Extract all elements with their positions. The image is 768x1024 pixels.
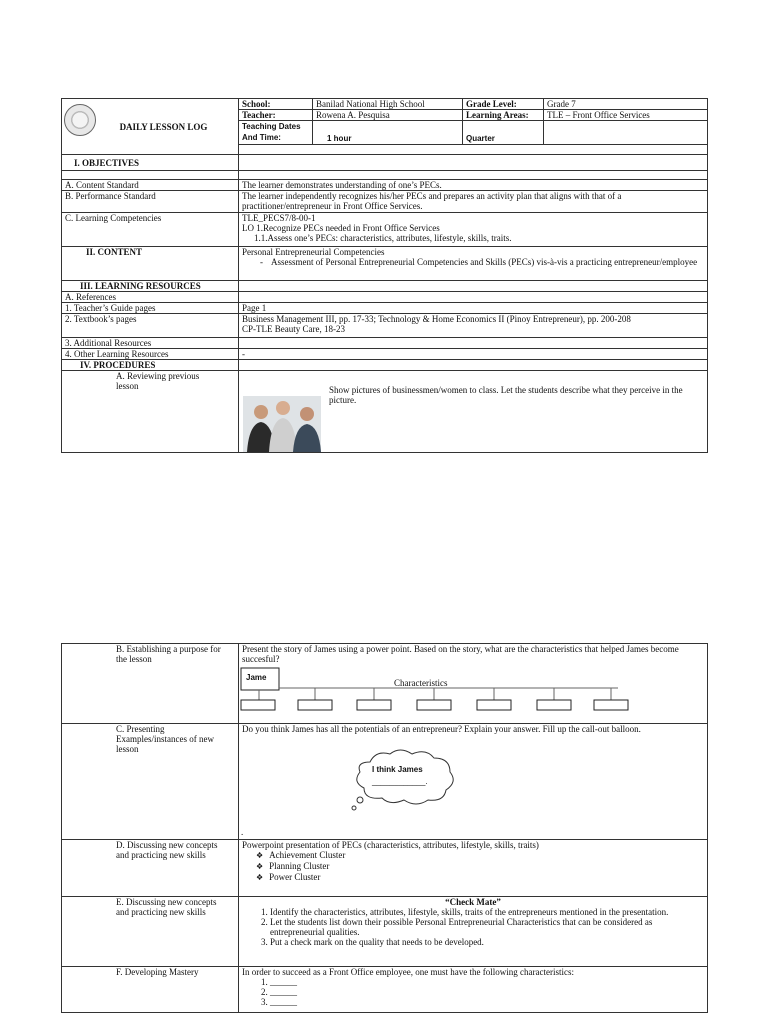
procedure-d-text: Powerpoint presentation of PECs (characteristics, attributes, lifestyle, skills, traits) [242,840,539,850]
textbook-value-2: CP-TLE Beauty Care, 18-23 [242,324,345,334]
procedures-heading: IV. PROCEDURES [62,360,239,371]
log-title: DAILY LESSON LOG [62,99,239,155]
procedure-b-text: Present the story of James using a power point. Based on the story, what are the characteristics that helped James become succesful? [239,644,708,724]
characteristics-chart [238,666,638,714]
balloon-text-1: I think James [372,765,423,774]
other-resources-label: 4. Other Learning Resources [62,349,239,360]
jame-box-label: Jame [246,673,267,682]
procedure-e-label: E. Discussing new concepts and practicing new skills [62,897,239,967]
procedure-c-text: Do you think James has all the potentials of an entrepreneur? Explain your answer. Fill up the call-out balloon. [242,724,641,734]
school-value: Banilad National High School [313,99,463,110]
procedure-d-label: D. Discussing new concepts and practicing new skills [62,840,239,897]
procedure-f-label: F. Developing Mastery [62,967,239,1013]
competencies-label: C. Learning Competencies [62,213,239,247]
lesson-log-table-page1 [61,98,708,453]
procedure-f-text: In order to succeed as a Front Office employee, one must have the following characteristics: [242,967,574,977]
objectives-heading: I. OBJECTIVES [62,155,239,171]
check-mate-item: 3. Put a check mark on the quality that needs to be developed. [270,937,704,947]
procedure-a-text: Show pictures of businessmen/women to class. Let the students describe what they perceive in the picture. [239,371,708,453]
teachers-guide-label: 1. Teacher’s Guide pages [62,303,239,314]
procedure-a-label: A. Reviewing previous lesson [62,371,239,453]
cluster-item: ❖ Achievement Cluster [270,850,704,861]
mastery-blank: 1. ______ [270,977,704,987]
other-resources-value: - [239,349,708,360]
balloon-text-2: ____________. [372,777,428,786]
areas-value: TLE – Front Office Services [544,110,708,121]
dates-label: Teaching Dates [242,122,301,131]
content-standard-label: A. Content Standard [62,180,239,191]
areas-label: Learning Areas: [463,110,544,121]
textbook-value-1: Business Management III, pp. 17-33; Technology & Home Economics II (Pinoy Entrepreneur), pp. 200-208 [242,314,631,324]
content-heading: II. CONTENT [62,247,239,281]
procedure-c-label: C. Presenting Examples/instances of new lesson [62,724,239,840]
additional-resources-label: 3. Additional Resources [62,338,239,349]
competency-code: TLE_PECS7/8-00-1 [242,213,316,223]
content-line: Personal Entrepreneurial Competencies [242,247,385,257]
mastery-blank: 3. ______ [270,997,704,1007]
check-mate-item: 2. Let the students list down their possible Personal Entrepreneurial Characteristics that can be considered as entrepreneurial qualities. [270,917,704,937]
quarter-label: Quarter [463,121,544,145]
cluster-item: ❖ Power Cluster [270,872,704,883]
grade-value: Grade 7 [544,99,708,110]
procedure-c-dot: . [241,827,244,837]
characteristics-label: Characteristics [394,678,448,688]
content-bullet: - Assessment of Personal Entrepreneurial Competencies and Skills (PECs) vis-à-vis a practicing entrepreneur/employee [274,257,704,267]
grade-label: Grade Level: [463,99,544,110]
time-value: 1 hour [313,121,463,145]
teachers-guide-value: Page 1 [239,303,708,314]
businesspeople-photo [243,396,321,452]
performance-standard-value: The learner independently recognizes his/her PECs and prepares an activity plan that aligns with that of a practitioner/entrepreneur in Front Office Services. [239,191,708,213]
time-label: And Time: [242,133,281,142]
cluster-item: ❖ Planning Cluster [270,861,704,872]
competency-lo: LO 1.Recognize PECs needed in Front Office Services [242,223,440,233]
performance-standard-label: B. Performance Standard [62,191,239,213]
teacher-label: Teacher: [239,110,313,121]
procedure-b-label: B. Establishing a purpose for the lesson [62,644,239,724]
mastery-blank: 2. ______ [270,987,704,997]
teacher-value: Rowena A. Pesquisa [313,110,463,121]
competency-sub: 1.1.Assess one’s PECs: characteristics, attributes, lifestyle, skills, traits. [254,233,512,243]
resources-heading: III. LEARNING RESOURCES [62,281,239,292]
check-mate-item: 1. Identify the characteristics, attributes, lifestyle, skills, traits of the entrepreneurs mentioned in the presentation. [270,907,704,917]
school-label: School: [239,99,313,110]
references-label: A. References [62,292,239,303]
content-standard-value: The learner demonstrates understanding of one’s PECs. [239,180,708,191]
textbook-label: 2. Textbook’s pages [62,314,239,338]
check-mate-title: “Check Mate” [445,897,501,907]
